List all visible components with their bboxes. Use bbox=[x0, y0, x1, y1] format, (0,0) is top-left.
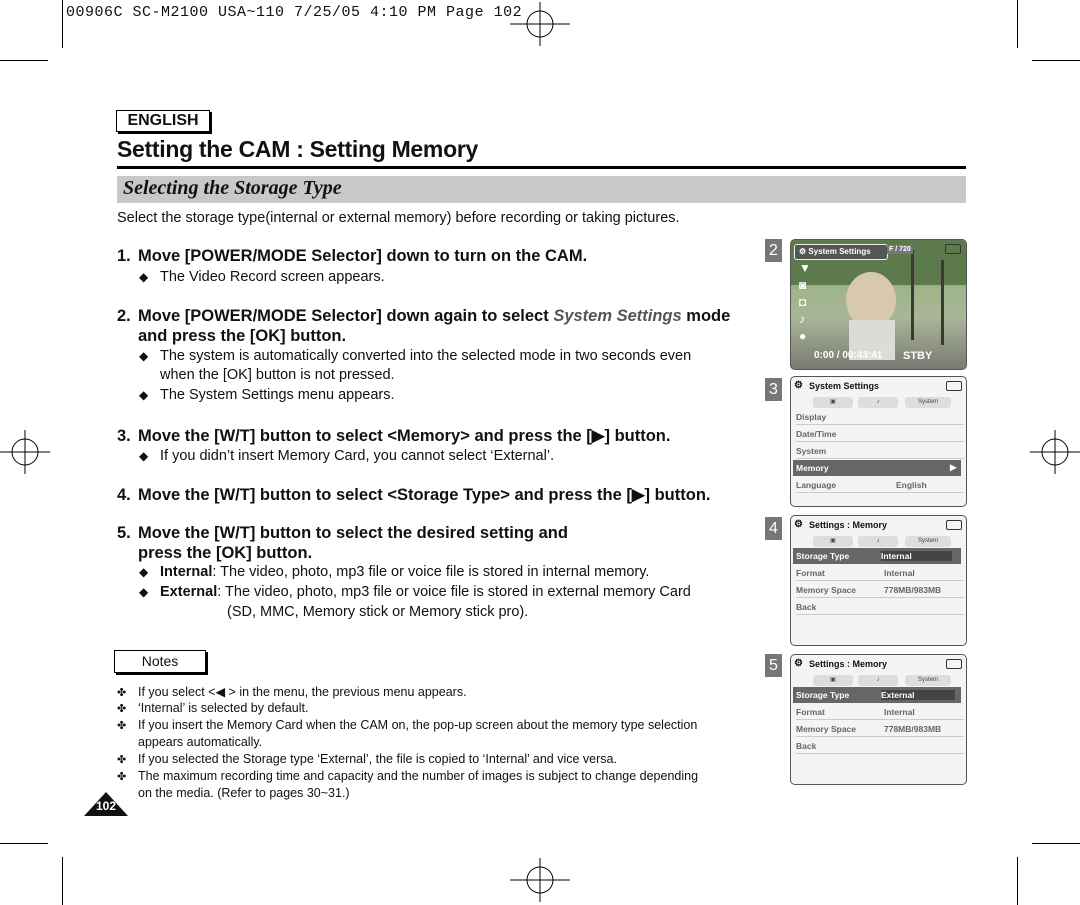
music-icon: ♪ bbox=[799, 312, 805, 326]
crop-mark bbox=[1017, 0, 1018, 48]
camcorder-screen-memory-external bbox=[790, 654, 967, 785]
crop-mark bbox=[0, 843, 48, 844]
page-number-badge bbox=[84, 792, 128, 816]
crop-mark bbox=[62, 857, 63, 905]
camcorder-screen-system-settings bbox=[790, 376, 967, 507]
screen-number-4: 4 bbox=[765, 517, 782, 540]
page-title: Setting the CAM : Setting Memory bbox=[117, 136, 478, 162]
row-format: Format Internal bbox=[796, 565, 964, 581]
tab-system: System bbox=[905, 397, 951, 408]
step-5-bullet-cont: (SD, MMC, Memory stick or Memory stick pro). bbox=[227, 604, 529, 620]
resolution-label: F / 720 bbox=[889, 246, 911, 253]
crop-mark bbox=[1017, 857, 1018, 905]
camcorder-icon: ◙ bbox=[799, 278, 807, 292]
tab-video-icon: ▣ bbox=[813, 536, 853, 547]
note-item-cont: appears automatically. bbox=[138, 735, 263, 749]
mode-tabs bbox=[795, 536, 959, 548]
screen-number-5: 5 bbox=[765, 654, 782, 677]
step-5-line2: press the [OK] button. bbox=[138, 544, 313, 562]
row-storage-type: Storage Type External bbox=[793, 687, 961, 703]
crop-mark bbox=[0, 60, 48, 61]
step-5: 5. Move the [W/T] button to select the desired setting and bbox=[117, 524, 568, 542]
menu-item-memory: Memory ▶ bbox=[793, 460, 961, 476]
registration-mark bbox=[0, 430, 50, 474]
battery-icon bbox=[945, 244, 961, 254]
chevron-right-icon: ▶ bbox=[950, 462, 957, 472]
video-mode-icon: ▼ bbox=[799, 261, 811, 275]
row-back: Back bbox=[796, 738, 964, 754]
step-5-bullet-internal: ◆ Internal: The video, photo, mp3 file or voice file is stored in internal memory. bbox=[139, 564, 650, 580]
camcorder-screen-memory-internal bbox=[790, 515, 967, 646]
title-rule bbox=[117, 166, 966, 169]
system-settings-label: ⚙ System Settings bbox=[794, 244, 888, 260]
tab-system: System bbox=[905, 536, 951, 547]
step-3: 3. Move the [W/T] button to select <Memory> and press the [▶] button. bbox=[117, 427, 671, 445]
print-line: 00906C SC-M2100 USA~110 7/25/05 4:10 PM Page 102 bbox=[66, 4, 523, 21]
menu-item-system: System bbox=[796, 443, 964, 459]
mode-tabs bbox=[795, 675, 959, 687]
screen-number-3: 3 bbox=[765, 378, 782, 401]
crop-mark bbox=[1032, 843, 1080, 844]
menu-item-display: Display bbox=[796, 409, 964, 425]
step-2-line2: and press the [OK] button. bbox=[138, 327, 347, 345]
step-4: 4. Move the [W/T] button to select <Storage Type> and press the [▶] button. bbox=[117, 486, 711, 504]
step-2: 2. Move [POWER/MODE Selector] down again to select System Settings mode bbox=[117, 307, 731, 325]
battery-icon bbox=[946, 520, 962, 530]
crop-mark bbox=[1032, 60, 1080, 61]
timecode: 0:00 / 00:43:41 bbox=[814, 350, 883, 361]
battery-icon bbox=[946, 381, 962, 391]
section-title: Selecting the Storage Type bbox=[123, 177, 342, 199]
mode-tabs bbox=[795, 397, 959, 409]
page-number: 102 bbox=[95, 799, 117, 813]
tab-music-icon: ♪ bbox=[858, 536, 898, 547]
screen-title: Settings : Memory bbox=[809, 520, 888, 530]
battery-icon bbox=[946, 659, 962, 669]
settings-icon: ⚙ bbox=[794, 658, 803, 669]
settings-icon: ⚙ bbox=[794, 519, 803, 530]
status-standby: STBY bbox=[903, 350, 933, 362]
step-2-bullet: ◆ The system is automatically converted into the selected mode in two seconds even bbox=[139, 348, 692, 364]
crop-mark bbox=[62, 0, 63, 48]
photo-icon: ◘ bbox=[799, 295, 807, 309]
menu-item-language: Language English bbox=[796, 477, 964, 493]
section-header bbox=[117, 176, 966, 203]
mode-icons bbox=[799, 260, 811, 345]
intro-text: Select the storage type(internal or external memory) before recording or taking pictures. bbox=[117, 210, 680, 226]
row-memory-space: Memory Space 778MB/983MB bbox=[796, 582, 964, 598]
note-item: ✤ If you insert the Memory Card when the CAM on, the pop-up screen about the memory type selection bbox=[117, 718, 698, 732]
settings-icon: ⚙ bbox=[799, 247, 809, 256]
registration-mark bbox=[510, 858, 570, 902]
language-tab: ENGLISH bbox=[116, 110, 210, 132]
note-item-cont: on the media. (Refer to pages 30~31.) bbox=[138, 786, 350, 800]
voice-icon: ● bbox=[799, 329, 807, 343]
step-2-bullet-cont: when the [OK] button is not pressed. bbox=[160, 367, 395, 383]
step-3-bullet: ◆ If you didn’t insert Memory Card, you cannot select ‘External’. bbox=[139, 448, 555, 464]
notes-label: Notes bbox=[114, 650, 206, 673]
tab-music-icon: ♪ bbox=[858, 397, 898, 408]
settings-icon: ⚙ bbox=[794, 380, 803, 391]
screen-title: Settings : Memory bbox=[809, 659, 888, 669]
step-1: 1. Move [POWER/MODE Selector] down to turn on the CAM. bbox=[117, 247, 588, 265]
tab-system: System bbox=[905, 675, 951, 686]
row-memory-space: Memory Space 778MB/983MB bbox=[796, 721, 964, 737]
screen-title: System Settings bbox=[809, 381, 880, 391]
row-format: Format Internal bbox=[796, 704, 964, 720]
note-item: ✤ The maximum recording time and capacity and the number of images is subject to change depending bbox=[117, 769, 699, 783]
registration-mark bbox=[1030, 430, 1080, 474]
tab-video-icon: ▣ bbox=[813, 397, 853, 408]
screen-number-2: 2 bbox=[765, 239, 782, 262]
note-item: ✤ If you select <◀ > in the menu, the previous menu appears. bbox=[117, 685, 467, 699]
menu-item-date-time: Date/Time bbox=[796, 426, 964, 442]
step-5-bullet-external: ◆ External: The video, photo, mp3 file or voice file is stored in external memory Card bbox=[139, 584, 691, 600]
tab-video-icon: ▣ bbox=[813, 675, 853, 686]
note-item: ✤ ‘Internal’ is selected by default. bbox=[117, 701, 309, 715]
tab-music-icon: ♪ bbox=[858, 675, 898, 686]
row-storage-type: Storage Type Internal bbox=[793, 548, 961, 564]
step-2-bullet: ◆ The System Settings menu appears. bbox=[139, 387, 395, 403]
camcorder-screen-video bbox=[790, 239, 967, 370]
row-back: Back bbox=[796, 599, 964, 615]
note-item: ✤ If you selected the Storage type ‘External’, the file is copied to ‘Internal’ and vice versa. bbox=[117, 752, 617, 766]
step-1-bullet: ◆ The Video Record screen appears. bbox=[139, 269, 385, 285]
